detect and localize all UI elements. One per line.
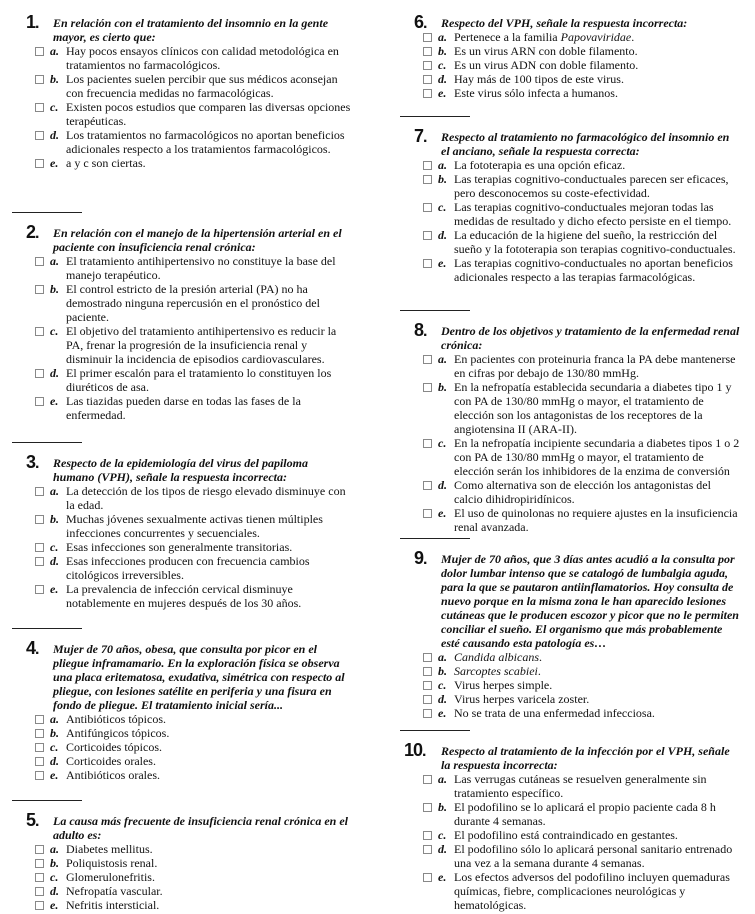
option-letter: c. <box>50 100 59 114</box>
checkbox[interactable] <box>423 161 432 170</box>
question-divider <box>400 310 470 311</box>
question-header <box>12 638 352 712</box>
checkbox[interactable] <box>35 887 44 896</box>
answer-option[interactable] <box>12 898 352 912</box>
answer-option[interactable] <box>12 768 352 782</box>
option-text: El primer escalón para el tratamiento lo constituyen los diuréticos de asa. <box>66 366 332 394</box>
checkbox[interactable] <box>35 257 44 266</box>
option-letter: e. <box>438 86 447 100</box>
option-letter: a. <box>50 484 59 498</box>
option-letter: b. <box>438 44 447 58</box>
option-text: Hay más de 100 tipos de este virus. <box>454 72 624 86</box>
answer-option[interactable] <box>400 800 740 828</box>
option-letter: b. <box>438 800 447 814</box>
answer-option[interactable] <box>400 678 740 692</box>
option-italic-text: Sarcoptes scabiei <box>454 664 538 678</box>
option-letter: b. <box>50 512 59 526</box>
answer-option[interactable] <box>400 256 740 284</box>
checkbox[interactable] <box>423 383 432 392</box>
checkbox[interactable] <box>35 515 44 524</box>
question-number: 7 . <box>414 126 426 147</box>
question-text: Dentro de los objetivos y tratamiento de la enfermedad renal crónica: <box>441 324 740 352</box>
checkbox[interactable] <box>35 131 44 140</box>
checkbox[interactable] <box>423 681 432 690</box>
option-text: Los efectos adversos del podofilino incluyen quemaduras químicas, fiebre, complicaciones neurológicas y hematológicas. <box>454 870 730 912</box>
question-header <box>400 12 740 32</box>
question-number: 6 . <box>414 12 426 33</box>
question-3 <box>12 442 352 610</box>
answer-option[interactable] <box>400 380 740 436</box>
answer-option[interactable] <box>400 352 740 380</box>
option-letter: c. <box>438 828 447 842</box>
option-text: Corticoides orales. <box>66 754 156 768</box>
question-number: 4 . <box>26 638 38 659</box>
option-text: Las terapias cognitivo-conductuales parecen ser eficaces, pero desconocemos su coste-efectividad. <box>454 172 729 200</box>
question-1 <box>12 0 352 170</box>
checkbox[interactable] <box>35 285 44 294</box>
option-letter: b. <box>438 380 447 394</box>
answer-option[interactable] <box>400 842 740 870</box>
option-letter: d. <box>50 366 59 380</box>
option-letter: d. <box>50 128 59 142</box>
option-text: Poliquistosis renal. <box>66 856 158 870</box>
checkbox[interactable] <box>35 103 44 112</box>
answer-option[interactable] <box>400 200 740 228</box>
checkbox[interactable] <box>423 653 432 662</box>
checkbox[interactable] <box>35 715 44 724</box>
option-letter: b. <box>438 172 447 186</box>
option-letter: b. <box>50 282 59 296</box>
answer-option[interactable] <box>12 554 352 582</box>
answer-option[interactable] <box>12 324 352 366</box>
answer-option[interactable] <box>12 254 352 282</box>
option-text: El uso de quinolonas no requiere ajustes en la insuficiencia renal avanzada. <box>454 506 738 534</box>
option-letter: c. <box>438 436 447 450</box>
option-letter: c. <box>50 740 59 754</box>
question-number: 3 . <box>26 452 38 473</box>
checkbox[interactable] <box>35 487 44 496</box>
option-text: Diabetes mellitus. <box>66 842 153 856</box>
answer-option[interactable] <box>400 706 740 720</box>
question-divider <box>400 116 470 117</box>
option-text-end: . <box>539 650 543 664</box>
answer-option[interactable] <box>12 156 352 170</box>
option-text: La fototerapia es una opción eficaz. <box>454 158 626 172</box>
checkbox[interactable] <box>423 803 432 812</box>
answer-option[interactable] <box>12 44 352 72</box>
checkbox[interactable] <box>35 159 44 168</box>
answer-option[interactable] <box>400 828 740 842</box>
question-text: La causa más frecuente de insuficiencia renal crónica en el adulto es: <box>53 814 348 842</box>
question-10 <box>400 730 740 912</box>
option-letter: e. <box>50 582 59 596</box>
checkbox[interactable] <box>35 859 44 868</box>
answer-option[interactable] <box>400 506 740 534</box>
question-divider <box>12 800 82 801</box>
answer-option[interactable] <box>12 540 352 554</box>
question-5 <box>12 800 352 912</box>
checkbox[interactable] <box>35 743 44 752</box>
checkbox[interactable] <box>423 203 432 212</box>
option-letter: b. <box>50 72 59 86</box>
option-letter: c. <box>438 200 447 214</box>
option-text: En la nefropatía establecida secundaria a diabetes tipo 1 y con PA de 130/80 mmHg o mayor, el tratamiento de elección son los antagonistas de los receptores de la angiotensina II (ARA-II). <box>454 380 732 436</box>
answer-option[interactable] <box>400 436 740 478</box>
question-text: Respecto de la epidemiología del virus del papiloma humano (VPH), señale la respuesta incorrecta: <box>53 456 308 484</box>
question-header <box>400 126 740 158</box>
question-divider <box>12 628 82 629</box>
option-text: a y c son ciertas. <box>66 156 146 170</box>
option-letter: e. <box>438 256 447 270</box>
checkbox[interactable] <box>35 369 44 378</box>
answer-option[interactable] <box>12 394 352 422</box>
checkbox[interactable] <box>423 175 432 184</box>
option-text: El podofilino se lo aplicará el propio paciente cada 8 h durante 4 semanas. <box>454 800 716 828</box>
answer-option[interactable] <box>12 884 352 898</box>
option-italic-text: Papovaviridae <box>560 30 632 44</box>
option-text: En la nefropatía incipiente secundaria a diabetes tipos 1 o 2 con PA de 130/80 mmHg o mayor, el tratamiento de elección serán los inhibidores de la enzima de conversión <box>454 436 740 478</box>
answer-option[interactable] <box>12 842 352 856</box>
option-text: Este virus sólo infecta a humanos. <box>454 86 618 100</box>
option-text: Nefropatía vascular. <box>66 884 163 898</box>
question-text: Mujer de 70 años, obesa, que consulta por picor en el pliegue inframamario. En la exploración física se observa una placa eritematosa, exudativa, simétrica con respecto al pliegue, con lesiones satélite en periferia y una fisura en fondo de pliegue. El tratamiento inicial sería... <box>53 642 345 712</box>
option-letter: e. <box>438 870 447 884</box>
option-text: El control estricto de la presión arterial (PA) no ha demostrado ninguna repercusión en el pronóstico del paciente. <box>66 282 320 324</box>
question-text: Respecto al tratamiento no farmacológico del insomnio en el anciano, señale la respuesta correcta: <box>441 130 730 158</box>
question-7 <box>400 116 740 284</box>
checkbox[interactable] <box>423 33 432 42</box>
answer-option[interactable] <box>400 772 740 800</box>
option-text: Es un virus ADN con doble filamento. <box>454 58 639 72</box>
answer-option[interactable] <box>400 228 740 256</box>
question-header <box>12 810 352 842</box>
option-letter: d. <box>50 754 59 768</box>
answer-option[interactable] <box>12 128 352 156</box>
option-text: No se trata de una enfermedad infecciosa. <box>454 706 655 720</box>
option-letter: c. <box>50 540 59 554</box>
answer-option[interactable] <box>400 172 740 200</box>
question-header <box>400 740 740 772</box>
answer-option[interactable] <box>400 44 740 58</box>
option-text: Esas infecciones producen con frecuencia cambios citológicos irreversibles. <box>66 554 310 582</box>
answer-option[interactable] <box>12 100 352 128</box>
option-letter: e. <box>438 706 447 720</box>
checkbox[interactable] <box>35 543 44 552</box>
option-letter: e. <box>50 394 59 408</box>
checkbox[interactable] <box>35 873 44 882</box>
question-header <box>12 12 352 44</box>
option-letter: a. <box>50 842 59 856</box>
checkbox[interactable] <box>423 231 432 240</box>
answer-option[interactable] <box>12 582 352 610</box>
answer-option[interactable] <box>400 478 740 506</box>
option-text: El tratamiento antihipertensivo no constituye la base del manejo terapéutico. <box>66 254 336 282</box>
answer-option[interactable] <box>400 158 740 172</box>
option-letter: a. <box>438 650 447 664</box>
checkbox[interactable] <box>35 729 44 738</box>
checkbox[interactable] <box>423 509 432 518</box>
answer-option[interactable] <box>400 664 740 678</box>
answer-option[interactable] <box>400 86 740 100</box>
question-number: 10 . <box>404 740 425 761</box>
option-text: Antifúngicos tópicos. <box>66 726 170 740</box>
checkbox[interactable] <box>423 709 432 718</box>
answer-option[interactable] <box>400 30 740 44</box>
option-text: Las terapias cognitivo-conductuales no aportan beneficios adicionales respecto a las terapias farmacológicas. <box>454 256 733 284</box>
option-text: Existen pocos estudios que comparen las diversas opciones terapéuticas. <box>66 100 351 128</box>
option-text: En pacientes con proteinuria franca la PA debe mantenerse en cifras por debajo de 130/80 mmHg. <box>454 352 736 380</box>
checkbox[interactable] <box>423 873 432 882</box>
checkbox[interactable] <box>423 355 432 364</box>
option-letter: d. <box>438 478 447 492</box>
option-letter: b. <box>438 664 447 678</box>
option-letter: e. <box>50 156 59 170</box>
checkbox[interactable] <box>35 771 44 780</box>
option-text: La educación de la higiene del sueño, la restricción del sueño y la fototerapia son terapias cognitivo-conductuales. <box>454 228 736 256</box>
question-number: 2 . <box>26 222 38 243</box>
option-letter: b. <box>50 856 59 870</box>
option-letter: a. <box>438 158 447 172</box>
option-italic-text: Candida albicans <box>454 650 540 664</box>
question-number: 1 . <box>26 12 38 33</box>
option-letter: c. <box>438 58 447 72</box>
option-letter: c. <box>50 324 59 338</box>
question-text: En relación con el manejo de la hipertensión arterial en el paciente con insuficiencia renal crónica: <box>53 226 342 254</box>
question-4 <box>12 628 352 782</box>
checkbox[interactable] <box>35 327 44 336</box>
checkbox[interactable] <box>423 75 432 84</box>
option-text: Virus herpes simple. <box>454 678 553 692</box>
option-text: Los pacientes suelen percibir que sus médicos aconsejan con frecuencia medidas no farmacológicas. <box>66 72 338 100</box>
question-text: En relación con el tratamiento del insomnio en la gente mayor, es cierto que: <box>53 16 329 44</box>
checkbox[interactable] <box>423 259 432 268</box>
option-text: Virus herpes varicela zoster. <box>454 692 590 706</box>
checkbox[interactable] <box>423 831 432 840</box>
option-text: Glomerulonefritis. <box>66 870 155 884</box>
answer-option[interactable] <box>12 282 352 324</box>
answer-option[interactable] <box>12 870 352 884</box>
option-letter: a. <box>50 712 59 726</box>
option-letter: d. <box>438 842 447 856</box>
checkbox[interactable] <box>35 901 44 910</box>
question-header <box>400 320 740 352</box>
checkbox[interactable] <box>423 61 432 70</box>
answer-option[interactable] <box>12 366 352 394</box>
question-header <box>400 548 740 650</box>
checkbox[interactable] <box>423 439 432 448</box>
option-letter: d. <box>50 884 59 898</box>
checkbox[interactable] <box>35 585 44 594</box>
checkbox[interactable] <box>423 775 432 784</box>
option-text: El podofilino sólo lo aplicará personal sanitario entrenado una vez a la semana durante 4 semanas. <box>454 842 733 870</box>
option-letter: d. <box>438 692 447 706</box>
checkbox[interactable] <box>423 89 432 98</box>
option-letter: e. <box>438 506 447 520</box>
option-text-end: . <box>631 30 635 44</box>
option-text: Muchas jóvenes sexualmente activas tienen múltiples infecciones concurrentes y secuenciales. <box>66 512 323 540</box>
answer-option[interactable] <box>400 870 740 912</box>
answer-option[interactable] <box>12 856 352 870</box>
question-text: Mujer de 70 años, que 3 días antes acudió a la consulta por dolor lumbar intenso que se catalogó de lumbalgia aguda, para la que se pautaron antiinflamatorios. Hoy consulta de nuevo porque en la misma zona le han aparecido lesiones cutáneas que le producen escozor y picor que no le permiten conciliar el sueño. El organismo que más probablemente esté causando esta patología es… <box>441 552 739 650</box>
option-letter: d. <box>50 554 59 568</box>
question-9 <box>400 538 740 720</box>
option-text: Los tratamientos no farmacológicos no aportan beneficios adicionales respecto a los tratamientos farmacológicos. <box>66 128 345 156</box>
checkbox[interactable] <box>423 47 432 56</box>
question-number: 8 . <box>414 320 426 341</box>
option-text: Antibióticos tópicos. <box>66 712 166 726</box>
option-letter: a. <box>438 772 447 786</box>
option-text: El objetivo del tratamiento antihipertensivo es reducir la PA, frenar la progresión de la insuficiencia renal y disminuir la incidencia de episodios cardiovasculares. <box>66 324 337 366</box>
option-text: Corticoides tópicos. <box>66 740 162 754</box>
question-text: Respecto al tratamiento de la infección por el VPH, señale la respuesta incorrecta: <box>441 744 730 772</box>
answer-option[interactable] <box>400 650 740 664</box>
question-divider <box>12 212 82 213</box>
option-text: Hay pocos ensayos clínicos con calidad metodológica en tratamientos no farmacológicos. <box>66 44 339 72</box>
checkbox[interactable] <box>35 47 44 56</box>
question-divider <box>400 538 470 539</box>
answer-option[interactable] <box>12 484 352 512</box>
option-text: Como alternativa son de elección los antagonistas del calcio dihidropiridínicos. <box>454 478 711 506</box>
option-text: La prevalencia de infección cervical disminuye notablemente en mujeres después de los 30 años. <box>66 582 302 610</box>
option-text: Las terapias cognitivo-conductuales mejoran todas las medidas de resultado y dicho efecto persiste en el tiempo. <box>454 200 732 228</box>
option-letter: a. <box>50 254 59 268</box>
option-letter: e. <box>50 768 59 782</box>
answer-option[interactable] <box>12 740 352 754</box>
option-letter: a. <box>438 352 447 366</box>
answer-option[interactable] <box>12 512 352 540</box>
option-text: Antibióticos orales. <box>66 768 160 782</box>
option-letter: c. <box>50 870 59 884</box>
question-8 <box>400 310 740 534</box>
question-divider <box>12 442 82 443</box>
option-text: Pertenece a la familia <box>454 30 561 44</box>
option-text: Las verrugas cutáneas se resuelven generalmente sin tratamiento específico. <box>454 772 707 800</box>
option-text: Es un virus ARN con doble filamento. <box>454 44 638 58</box>
checkbox[interactable] <box>423 845 432 854</box>
answer-option[interactable] <box>400 58 740 72</box>
answer-option[interactable] <box>12 712 352 726</box>
question-2 <box>12 212 352 422</box>
answer-option[interactable] <box>400 692 740 706</box>
checkbox[interactable] <box>423 481 432 490</box>
answer-option[interactable] <box>400 72 740 86</box>
option-text: Esas infecciones son generalmente transitorias. <box>66 540 293 554</box>
option-letter: b. <box>50 726 59 740</box>
question-text: Respecto del VPH, señale la respuesta incorrecta: <box>441 16 688 30</box>
option-text-end: . <box>537 664 541 678</box>
answer-option[interactable] <box>12 726 352 740</box>
checkbox[interactable] <box>35 757 44 766</box>
checkbox[interactable] <box>35 75 44 84</box>
option-letter: d. <box>438 72 447 86</box>
checkbox[interactable] <box>35 845 44 854</box>
answer-option[interactable] <box>12 72 352 100</box>
option-text: Nefritis intersticial. <box>66 898 160 912</box>
option-letter: a. <box>438 30 447 44</box>
question-header <box>12 452 352 484</box>
option-text: El podofilino está contraindicado en gestantes. <box>454 828 678 842</box>
question-header <box>12 222 352 254</box>
question-number: 5 . <box>26 810 38 831</box>
option-text: La detección de los tipos de riesgo elevado disminuye con la edad. <box>66 484 346 512</box>
checkbox[interactable] <box>35 397 44 406</box>
checkbox[interactable] <box>35 557 44 566</box>
option-letter: e. <box>50 898 59 912</box>
option-letter: a. <box>50 44 59 58</box>
checkbox[interactable] <box>423 695 432 704</box>
option-text: Las tiazidas pueden darse en todas las fases de la enfermedad. <box>66 394 301 422</box>
option-letter: c. <box>438 678 447 692</box>
checkbox[interactable] <box>423 667 432 676</box>
question-divider <box>400 730 470 731</box>
question-number: 9 . <box>414 548 426 569</box>
answer-option[interactable] <box>12 754 352 768</box>
question-6 <box>400 0 740 100</box>
option-letter: d. <box>438 228 447 242</box>
